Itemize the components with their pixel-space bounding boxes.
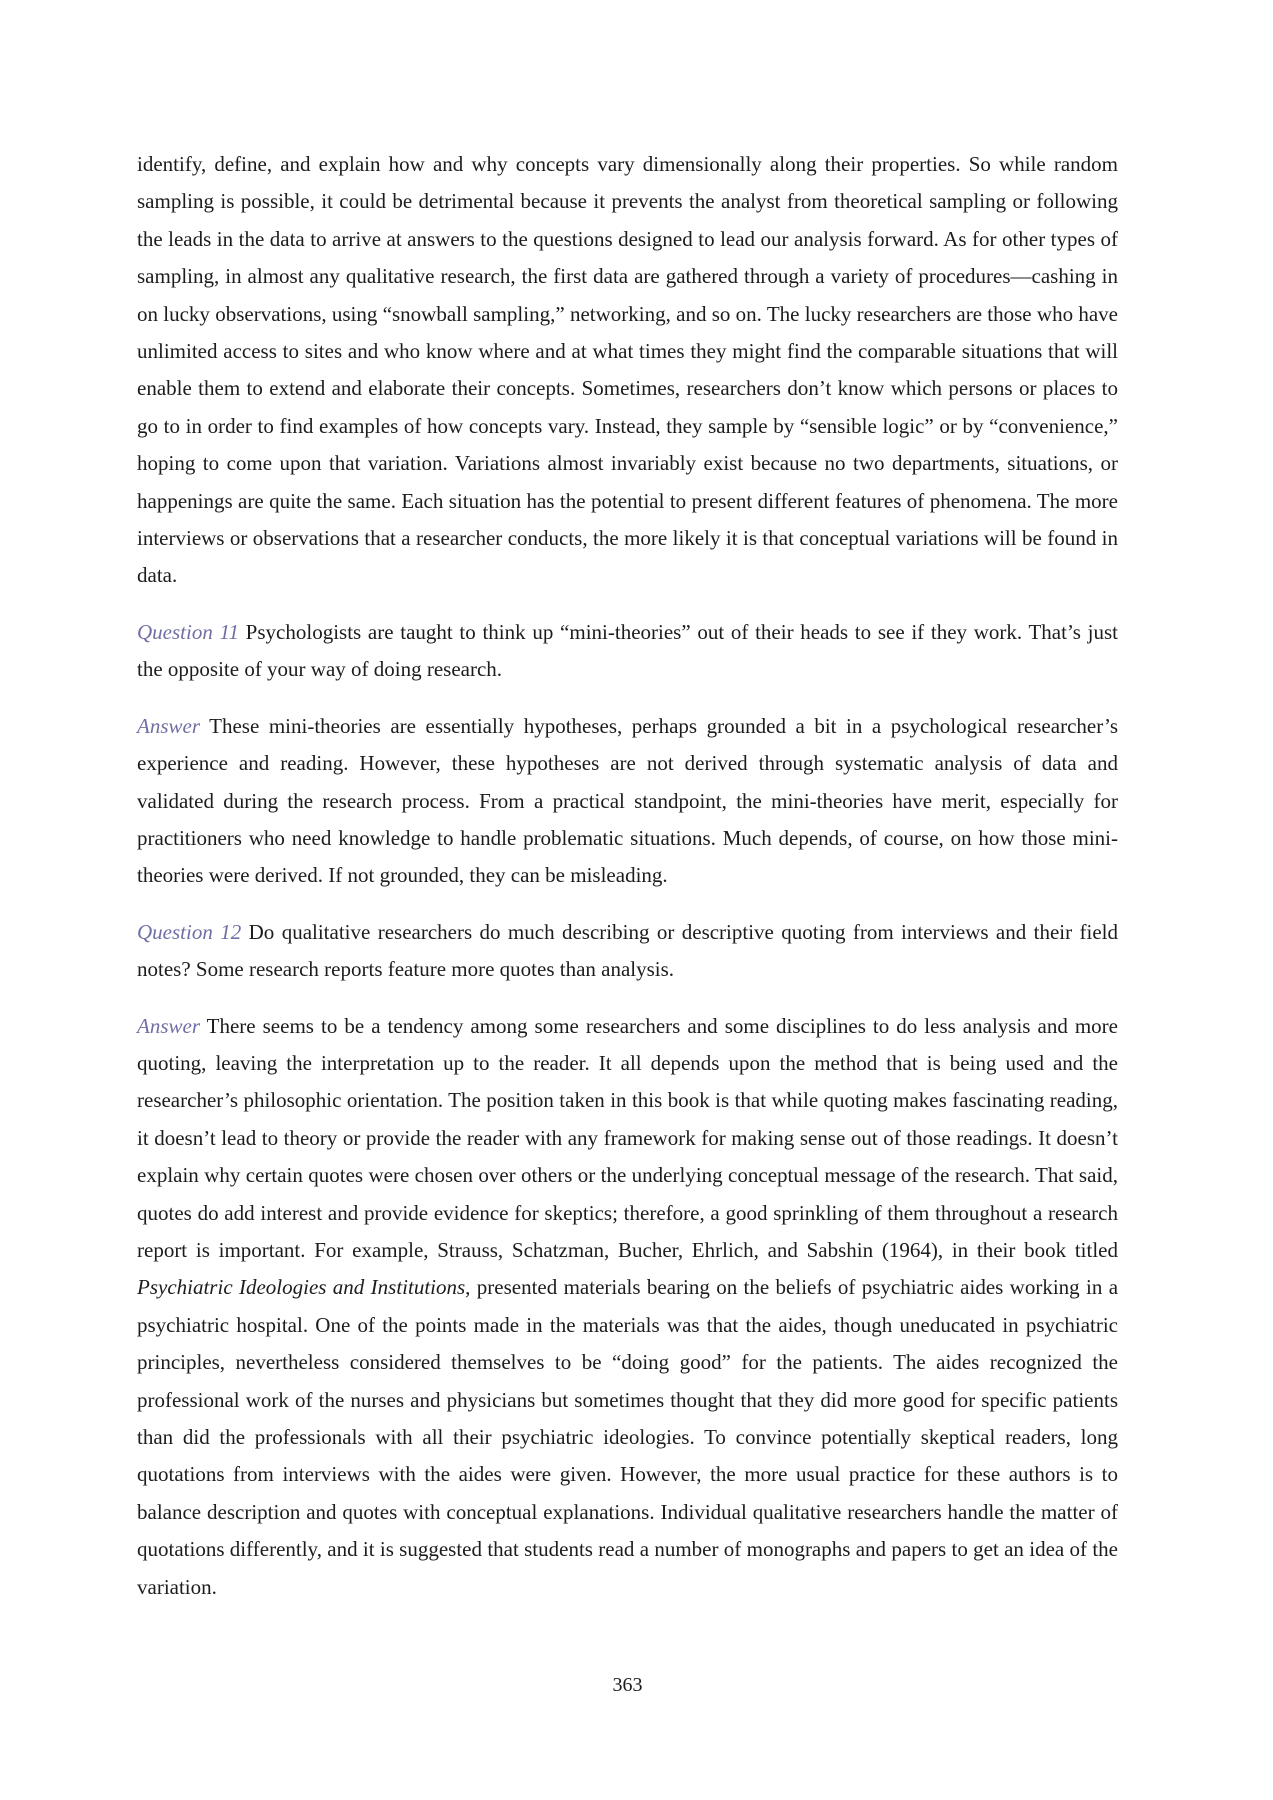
question-11-paragraph bbox=[137, 614, 1118, 689]
answer-12-text-after-title: presented materials bearing on the beliefs of psychiatric aides working in a psychiatric hospital. One of the points made in the materials was that the aides, though uneducated in psychiatric principles, nevertheless considered themselves to be “doing good” for the patients. The aides recognized the professional work of the nurses and physicians but sometimes thought that they did more good for specific patients than did the professionals with all their psychiatric ideologies. To convince potentially skeptical readers, long quotations from interviews with the aides were given. However, the more usual practice for these authors is to balance description and quotes with conceptual explanations. Individual qualitative researchers handle the matter of quotations differently, and it is suggested that students read a number of monographs and papers to get an idea of the variation. bbox=[137, 1275, 1119, 1599]
answer-12-paragraph bbox=[137, 1008, 1118, 1607]
page-number: 363 bbox=[612, 1674, 643, 1696]
question-12-text: Do qualitative researchers do much describing or descriptive quoting from interviews and their field notes? Some research reports feature more quotes than analysis. bbox=[137, 919, 1118, 982]
document-page-content bbox=[137, 146, 1118, 1625]
question-12-paragraph bbox=[137, 914, 1118, 989]
answer-12-label: Answer bbox=[137, 1013, 200, 1038]
answer-12-text-before-title: There seems to be a tendency among some researchers and some disciplines to do less analysis and more quoting, leaving the interpretation up to the reader. It all depends upon the method that is being used and the researcher’s philosophic orientation. The position taken in this book is that while quoting makes fascinating reading, it doesn’t lead to theory or provide the reader with any framework for making sense out of those readings. It doesn’t explain why certain quotes were chosen over others or the underlying conceptual message of the research. That said, quotes do add interest and provide evidence for skeptics; therefore, a good sprinkling of them throughout a research report is important. For example, Strauss, Schatzman, Bucher, Ehrlich, and Sabshin (1964), in their book titled bbox=[137, 1013, 1118, 1262]
question-11-text: Psychologists are taught to think up “mini-theories” out of their heads to see if they work. That’s just the opposite of your way of doing research. bbox=[137, 619, 1118, 682]
page-footer bbox=[137, 1670, 1118, 1700]
answer-11-text: These mini-theories are essentially hypotheses, perhaps grounded a bit in a psychological researcher’s experience and reading. However, these hypotheses are not derived through systematic analysis of data and validated during the research process. From a practical standpoint, the mini-theories have merit, especially for practitioners who need knowledge to handle problematic situations. Much depends, of course, on how those mini-theories were derived. If not grounded, they can be misleading. bbox=[137, 713, 1118, 888]
question-11-label: Question 11 bbox=[137, 619, 239, 644]
body-paragraph-sampling: identify, define, and explain how and why concepts vary dimensionally along their properties. So while random sampling is possible, it could be detrimental because it prevents the analyst from theoretical sampling or following the leads in the data to arrive at answers to the questions designed to lead our analysis forward. As for other types of sampling, in almost any qualitative research, the first data are gathered through a variety of procedures—cashing in on lucky observations, using “snowball sampling,” networking, and so on. The lucky researchers are those who have unlimited access to sites and who know where and at what times they might find the comparable situations that will enable them to extend and elaborate their concepts. Sometimes, researchers don’t know which persons or places to go to in order to find examples of how concepts vary. Instead, they sample by “sensible logic” or by “convenience,” hoping to come upon that variation. Variations almost invariably exist because no two departments, situations, or happenings are quite the same. Each situation has the potential to present different features of phenomena. The more interviews or observations that a researcher conducts, the more likely it is that conceptual variations will be found in data. bbox=[137, 152, 1118, 588]
question-12-label: Question 12 bbox=[137, 919, 242, 944]
book-title-psychiatric-ideologies: Psychiatric Ideologies and Institutions, bbox=[137, 1275, 471, 1300]
answer-11-label: Answer bbox=[137, 713, 200, 738]
answer-11-paragraph bbox=[137, 708, 1118, 895]
